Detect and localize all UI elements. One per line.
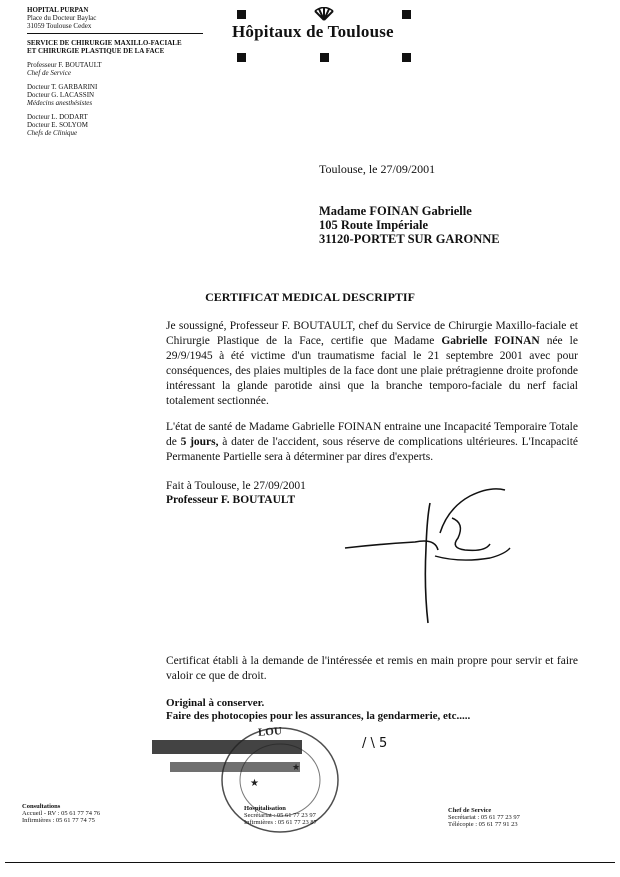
footer-consultations [22, 803, 100, 824]
patient-name: Gabrielle FOINAN [441, 335, 540, 347]
svg-text:★: ★ [250, 778, 259, 789]
logo-square-icon [237, 53, 246, 62]
recipient-name: Madame FOINAN Gabrielle [319, 204, 472, 218]
anesthetist-role: Médecins anesthésistes [27, 99, 93, 107]
itt-days-unit: jours, [186, 436, 219, 448]
logo-square-icon [402, 53, 411, 62]
footer-right-line-2: Télécopie : 05 61 77 91 23 [448, 821, 518, 828]
signoff [166, 479, 306, 507]
itt-days: 5 [180, 436, 187, 448]
signoff-signer: Professeur F. BOUTAULT [166, 494, 296, 506]
footer-rule [5, 862, 615, 863]
recipient-city: 31120-PORTET SUR GARONNE [319, 232, 500, 246]
footer-mid-title: Hospitalisation [244, 805, 286, 812]
logo-top-row [237, 7, 411, 21]
anesthetist-2: Docteur G. LACASSIN [27, 91, 95, 99]
letterhead-divider [27, 33, 203, 34]
shell-logo-icon [313, 7, 335, 21]
brand-title: Hôpitaux de Toulouse [232, 22, 394, 41]
service-line-2: ET CHIRURGIE PLASTIQUE DE LA FACE [27, 47, 165, 55]
clinician-2: Docteur E. SOLYOM [27, 121, 88, 129]
footer-right-title: Chef de Service [448, 807, 492, 814]
paragraph-2-end: à dater de l'accident, sous réserve de complications ultérieures. L'Incapacité Permanente Partielle sera à déterminer par dires d'experts. [166, 436, 578, 463]
footer-left-line-1: Accueil - RV : 05 61 77 74 76 [22, 810, 101, 817]
footer-mid-line-2: Infirmières : 05 61 77 23 87 [244, 819, 317, 826]
service-line-1: SERVICE DE CHIRURGIE MAXILLO-FACIALE [27, 39, 182, 47]
original-line-1: Original à conserver. [166, 697, 265, 709]
original-line-2: Faire des photocopies pour les assurances, la gendarmerie, etc..... [166, 710, 471, 722]
footer-left-title: Consultations [22, 803, 61, 810]
document-title: CERTIFICAT MEDICAL DESCRIPTIF [205, 290, 415, 304]
handwritten-signature [340, 478, 520, 628]
certificate-paragraph-1 [166, 319, 578, 409]
footer-hospitalisation [244, 805, 317, 826]
hospital-name: HOPITAL PURPAN [27, 6, 89, 14]
footer-left-line-2: Infirmières : 05 61 77 74 75 [22, 817, 95, 824]
hospital-address-1: Place du Docteur Baylac [27, 14, 97, 22]
paragraph-2-start: L'état de santé de Madame Gabrielle FOINAN entraine une Incapacité Temporaire Totale de [166, 421, 578, 448]
paragraph-1-start: Je soussigné, Professeur F. BOUTAULT, chef du Service de Chirurgie Maxillo-faciale et Chirurgie Plastique de la Face, certifie que Madame [166, 320, 578, 347]
certificate-paragraph-2 [166, 420, 578, 465]
logo-square-icon [320, 53, 329, 62]
letterhead-left [27, 6, 207, 137]
footer-chef-service [448, 807, 520, 828]
stamp-reference: / \ 5 [362, 736, 388, 751]
svg-text:★: ★ [292, 762, 301, 772]
logo-bottom-row [237, 53, 411, 62]
clinician-1: Docteur L. DODART [27, 113, 88, 121]
anesthetist-1: Docteur T. GARBARINI [27, 83, 98, 91]
hospital-address-2: 31059 Toulouse Cedex [27, 22, 92, 30]
clinician-role: Chefs de Clinique [27, 129, 78, 137]
footer-right-line-1: Secrétariat : 05 61 77 23 97 [448, 814, 520, 821]
letter-date: Toulouse, le 27/09/2001 [319, 162, 436, 176]
paragraph-1-end: née le 29/9/1945 à été victime d'un traumatisme facial le 21 septembre 2001 avec pour conséquences, des plaies multiples de la face dont une plaie prétragienne droite profonde intéressant la glande parotide ainsi que la branche temporo-faciale du nerf facial totalement sectionnée. [166, 335, 578, 407]
recipient-address [319, 204, 500, 246]
footer-mid-line-1: Secrétariat : 05 61 77 23 97 [244, 812, 316, 819]
chief-role: Chef de Service [27, 69, 71, 77]
recipient-street: 105 Route Impériale [319, 218, 429, 232]
signoff-place-date: Fait à Toulouse, le 27/09/2001 [166, 480, 306, 492]
stamp-text: LOU [257, 725, 283, 739]
certificate-paragraph-3: Certificat établi à la demande de l'intéressée et remis en main propre pour servir et faire valoir ce que de droit. [166, 655, 578, 682]
logo-square-icon [237, 10, 246, 19]
logo-square-icon [402, 10, 411, 19]
chief-name: Professeur F. BOUTAULT [27, 61, 102, 69]
